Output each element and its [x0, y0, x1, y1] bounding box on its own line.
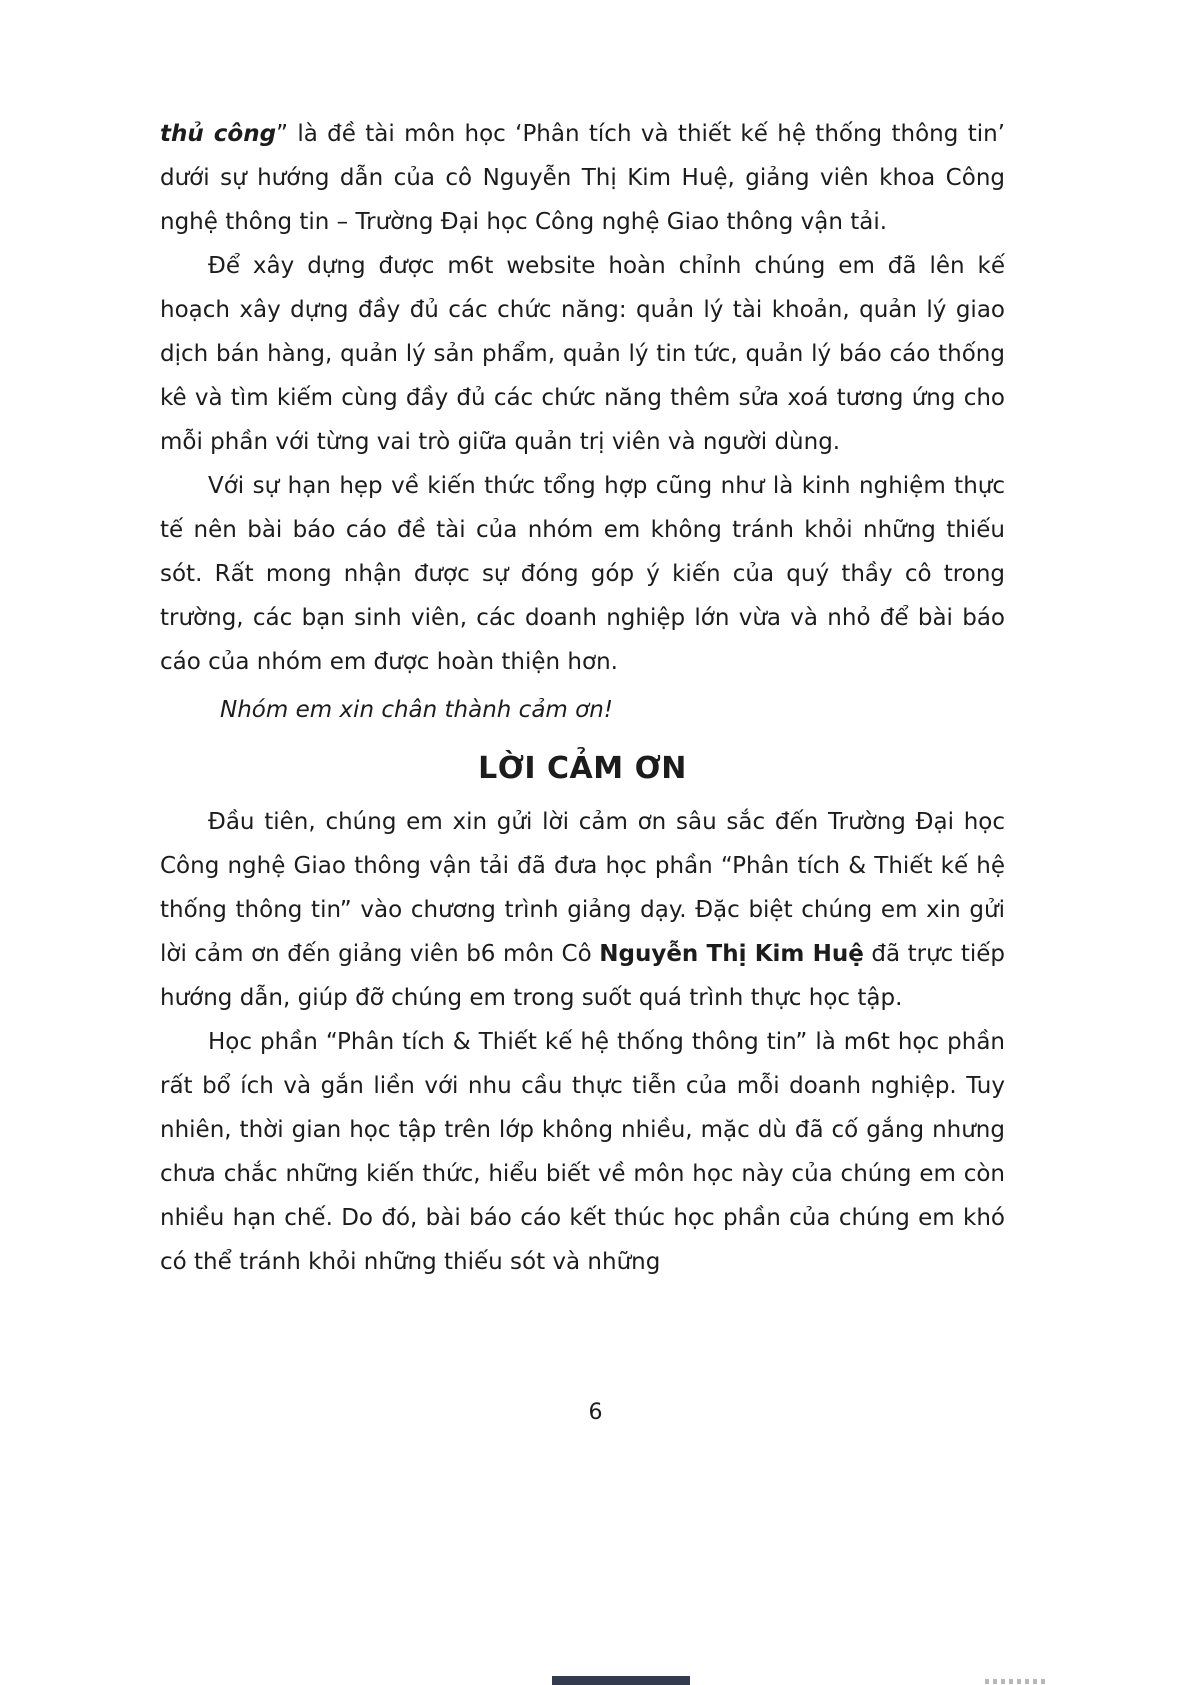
signoff-line: [160, 688, 1005, 732]
next-page-fragment-dark: [552, 1676, 690, 1685]
text-run: Đầu tiên, chúng em xin gửi lời cảm ơn sâu sắc đến Trường Đại học Công nghệ Giao thông vận tải đã đưa học phần “Phân tích & Thiết kế hệ thống thông tin” vào chương trình giảng dạy. Đặc biệt chúng em xin gửi lời cảm ơn đến giảng viên b6 môn Cô: [160, 809, 1005, 967]
text-run: LỜI CẢM ƠN: [478, 751, 687, 786]
paragraph-limitations: [160, 464, 1005, 684]
section-heading-acknowledgment: [160, 746, 1005, 792]
text-run: Học phần “Phân tích & Thiết kế hệ thống thông tin” là m6t học phần rất bổ ích và gắn liền với nhu cầu thực tiễn của mỗi doanh nghiệp. Tuy nhiên, thời gian học tập trên lớp không nhiều, mặc dù đã cố gắng nhưng chưa chắc những kiến thức, hiểu biết về môn học này của chúng em còn nhiều hạn chế. Do đó, bài báo cáo kết thúc học phần của chúng em khó có thể tránh khỏi những thiếu sót và những: [160, 1029, 1005, 1275]
paragraph-continuation: [160, 112, 1005, 244]
page-number: 6: [588, 1400, 603, 1425]
text-run: Nhóm em xin chân thành cảm ơn!: [220, 697, 614, 723]
paragraph-thanks-university: [160, 800, 1005, 1020]
next-page-fragment-dots: [985, 1679, 1047, 1684]
text-run: Để xây dựng được m6t website hoàn chỉnh chúng em đã lên kế hoạch xây dựng đầy đủ các chức năng: quản lý tài khoản, quản lý giao dịch bán hàng, quản lý sản phẩm, quản lý tin tức, quản lý báo cáo thống kê và tìm kiếm cùng đầy đủ các chức năng thêm sửa xoá tương ứng cho mỗi phần với từng vai trò giữa quản trị viên và người dùng.: [160, 253, 1005, 455]
page-content: [160, 112, 1005, 1284]
text-run: Nguyễn Thị Kim Huệ: [599, 941, 864, 967]
text-run: thủ công: [160, 121, 277, 147]
paragraph-website-functions: [160, 244, 1005, 464]
paragraph-course-reflection: [160, 1020, 1005, 1284]
text-run: Với sự hạn hẹp về kiến thức tổng hợp cũng như là kinh nghiệm thực tế nên bài báo cáo đề tài của nhóm em không tránh khỏi những thiếu sót. Rất mong nhận được sự đóng góp ý kiến của quý thầy cô trong trường, các bạn sinh viên, các doanh nghiệp lớn vừa và nhỏ để bài báo cáo của nhóm em được hoàn thiện hơn.: [160, 473, 1005, 675]
text-run: đã trực tiếp hướng dẫn, giúp đỡ chúng em trong suốt quá trình thực học tập.: [160, 941, 1006, 1011]
text-run: ” là đề tài môn học ‘Phân tích và thiết kế hệ thống thông tin’ dưới sự hướng dẫn của cô Nguyễn Thị Kim Huệ, giảng viên khoa Công nghệ thông tin – Trường Đại học Công nghệ Giao thông vận tải.: [160, 121, 1005, 235]
